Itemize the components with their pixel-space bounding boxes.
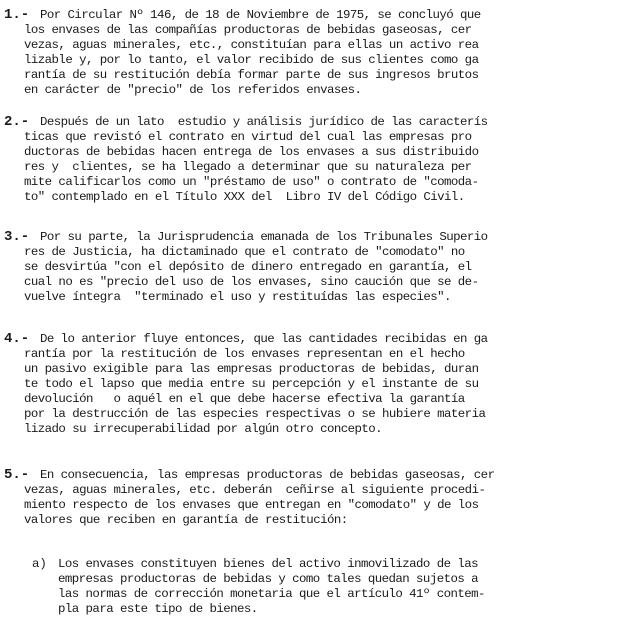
paragraph-line: rantía por la restitución de los envases representan en el hecho bbox=[24, 347, 465, 361]
paragraph-line: valores que reciben en garantía de restitución: bbox=[24, 513, 348, 527]
paragraph-line: te todo el lapso que media entre su percepción y el instante de su bbox=[24, 377, 479, 391]
paragraph-line: En consecuencia, las empresas productoras de bebidas gaseosas, cer bbox=[40, 468, 495, 482]
paragraph-line: lizado su irrecuperabilidad por algún otro concepto. bbox=[24, 422, 383, 436]
paragraph-number: 4.- bbox=[4, 331, 30, 347]
paragraph-line: vezas, aguas minerales, etc. deberán ceñirse al siguiente procedi- bbox=[24, 483, 486, 497]
subparagraph-label: a) bbox=[32, 557, 47, 571]
paragraph-line: miento respecto de los envases que entregan en "comodato" y de los bbox=[24, 498, 479, 512]
paragraph-line: se desvirtúa "con el depósito de dinero entregado en garantía, el bbox=[24, 260, 472, 274]
paragraph-line: mite calificarlos como un "préstamo de uso" o contrato de "comoda- bbox=[24, 175, 479, 189]
paragraph-line: Después de un lato estudio y análisis jurídico de las caracterís bbox=[40, 115, 488, 129]
paragraph-number: 5.- bbox=[4, 467, 30, 483]
paragraph-line: lizable y, por lo tanto, el valor recibido de sus clientes como ga bbox=[24, 53, 479, 67]
paragraph-line: De lo anterior fluye entonces, que las cantidades recibidas en ga bbox=[40, 332, 488, 346]
paragraph-line: los envases de las compañías productoras de bebidas gaseosas, cer bbox=[24, 23, 472, 37]
paragraph-line: en carácter de "precio" de los referidos envases. bbox=[24, 83, 362, 97]
paragraph-line: devolución o aquél en el que debe hacerse efectiva la garantía bbox=[24, 392, 465, 406]
subparagraph-line: pla para este tipo de bienes. bbox=[58, 602, 258, 616]
paragraph-line: to" contemplado en el Título XXX del Libro IV del Código Civil. bbox=[24, 190, 465, 204]
paragraph-number: 2.- bbox=[4, 114, 30, 130]
paragraph-number: 1.- bbox=[4, 7, 30, 23]
subparagraph-line: empresas productoras de bebidas y como tales quedan sujetos a bbox=[58, 572, 479, 586]
paragraph-line: vezas, aguas minerales, etc., constituían para ellas un activo rea bbox=[24, 38, 479, 52]
subparagraph-line: las normas de corrección monetaria que el artículo 41º contem- bbox=[58, 587, 485, 601]
paragraph-line: cual no es "precio del uso de los envases, sino caución que se de- bbox=[24, 275, 479, 289]
paragraph-line: ductoras de bebidas hacen entrega de los envases a sus distribuido bbox=[24, 145, 479, 159]
paragraph-line: Por Circular Nº 146, de 18 de Noviembre de 1975, se concluyó que bbox=[40, 8, 481, 22]
paragraph-line: res y clientes, se ha llegado a determinar que su naturaleza per bbox=[24, 160, 472, 174]
paragraph-line: por la destrucción de las especies respectivas o se hubiere materia bbox=[24, 407, 486, 421]
subparagraph-line: Los envases constituyen bienes del activo inmovilizado de las bbox=[58, 557, 479, 571]
paragraph-line: un pasivo exigible para las empresas productoras de bebidas, duran bbox=[24, 362, 479, 376]
paragraph-line: Por su parte, la Jurisprudencia emanada de los Tribunales Superio bbox=[40, 230, 488, 244]
paragraph-number: 3.- bbox=[4, 229, 30, 245]
paragraph-line: vuelve íntegra "terminado el uso y restituídas las especies". bbox=[24, 290, 451, 304]
paragraph-line: rantía de su restitución debía formar parte de sus ingresos brutos bbox=[24, 68, 479, 82]
paragraph-line: res de Justicia, ha dictaminado que el contrato de "comodato" no bbox=[24, 245, 465, 259]
paragraph-line: ticas que revistó el contrato en virtud del cual las empresas pro bbox=[24, 130, 472, 144]
